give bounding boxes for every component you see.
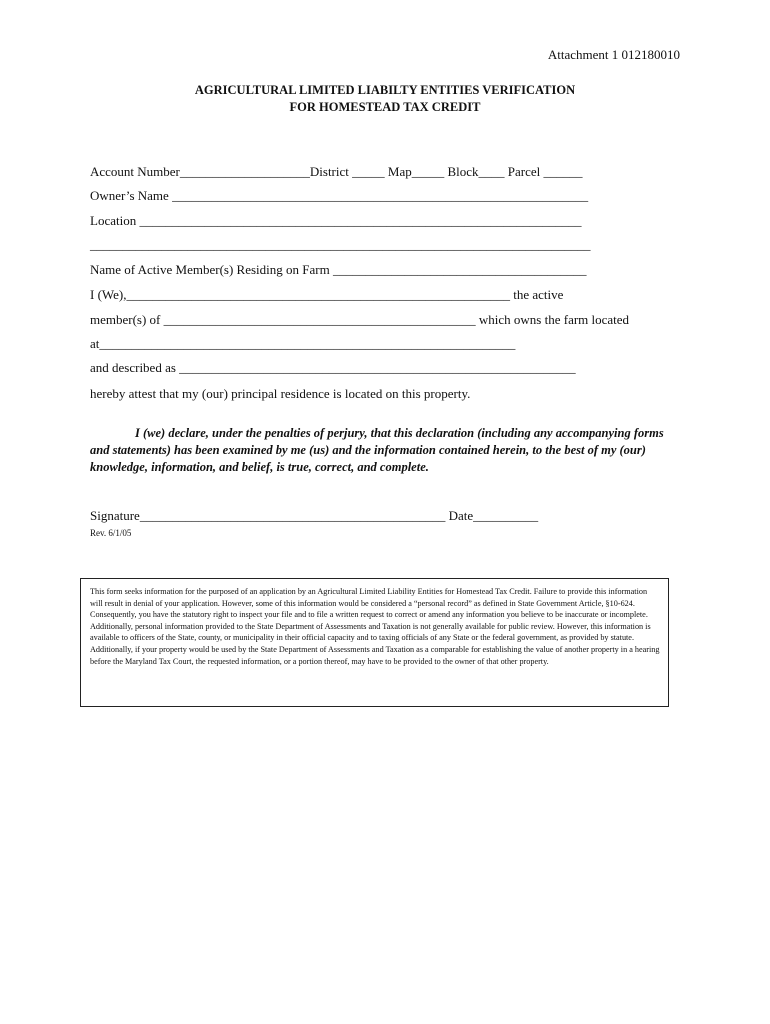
property-description-field[interactable]: and described as _____________________________________________________________ <box>90 360 576 375</box>
form-title-line-1: AGRICULTURAL LIMITED LIABILTY ENTITIES VERIFICATION <box>194 83 576 97</box>
location-continuation-field[interactable]: _____________________________________________________________________________ <box>90 237 591 252</box>
active-members-field[interactable]: Name of Active Member(s) Residing on Farm _______________________________________ <box>90 262 587 277</box>
farm-location-field[interactable]: at________________________________________________________________ <box>90 336 516 351</box>
revision-date: Rev. 6/1/05 <box>90 528 132 538</box>
account-number-field[interactable]: Account Number____________________District _____ Map_____ Block____ Parcel ______ <box>90 164 583 179</box>
form-title-line-2: FOR HOMESTEAD TAX CREDIT <box>289 100 481 114</box>
perjury-declaration-text: I (we) declare, under the penalties of perjury, that this declaration (including any accompanying forms and statements) has been examined by me (us) and the information contained herein, to the best of my (our) knowledge, information, and belief, is true, correct, and complete. <box>90 426 664 474</box>
entity-name-field[interactable]: member(s) of ________________________________________________ which owns the farm located <box>90 312 630 327</box>
attachment-number: Attachment 1 012180010 <box>547 47 680 62</box>
perjury-declaration <box>90 425 680 476</box>
privacy-notice-text: This form seeks information for the purposed of an application by an Agricultural Limited Liability Entities for Homestead Tax Credit. Failure to provide this information will result in denial of your application. However, some of this information would be considered a “personal record” as defined in State Government Article, §10-624. Consequently, you have the statutory right to inspect your file and to file a written request to correct or amend any information you believe to be inaccurate or incomplete. Additionally, personal information provided to the State Department of Assessments and Taxation is not generally available for public review. However, this information is available to officers of the State, county, or municipality in their official capacity and to taxing officials of any State or the federal government, as provided by statute. Additionally, if your property would be used by the State Department of Assessments and Taxation as a comparable for establishing the value of another property in a hearing before the Maryland Tax Court, the requested information, or a portion thereof, may have to be provided to the owner of that other property. <box>90 587 660 666</box>
location-field[interactable]: Location ____________________________________________________________________ <box>90 213 582 228</box>
signature-date-field[interactable]: Signature_______________________________________________ Date__________ <box>90 508 539 523</box>
form-title <box>0 82 770 116</box>
privacy-notice-box <box>80 578 669 707</box>
attestation-text: hereby attest that my (our) principal residence is located on this property. <box>90 386 471 401</box>
attesting-members-field[interactable]: I (We),___________________________________________________________ the active <box>90 287 564 302</box>
owner-name-field[interactable]: Owner’s Name ________________________________________________________________ <box>90 188 589 203</box>
